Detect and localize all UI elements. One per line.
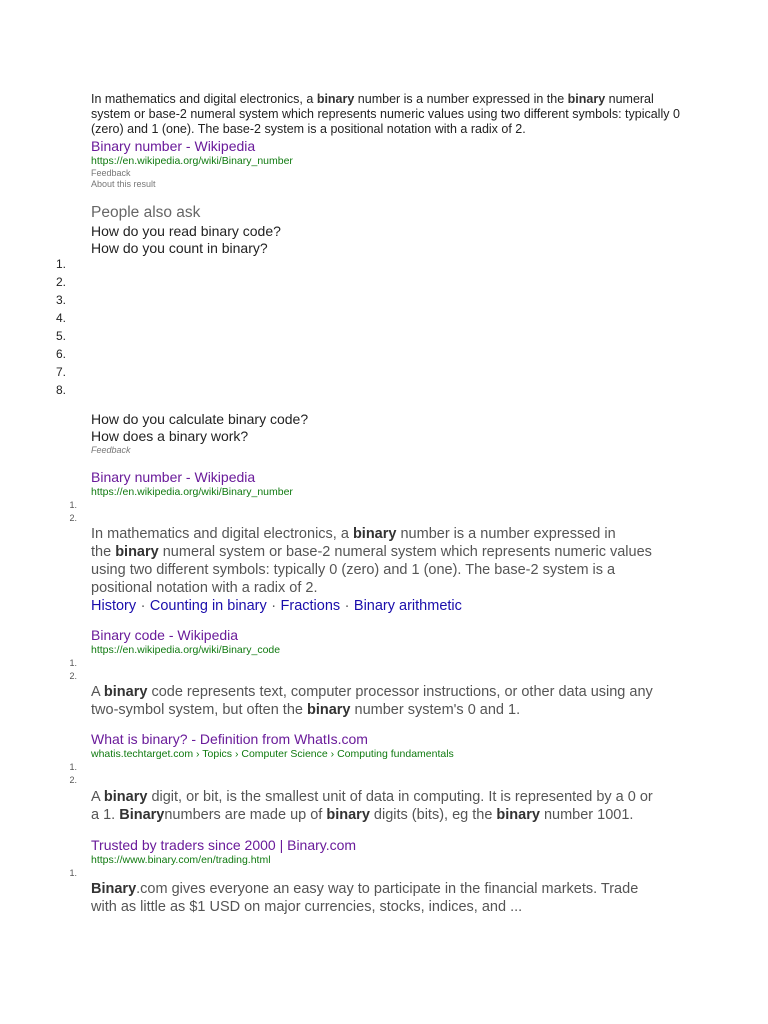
snippet-line: a 1. Binarynumbers are made up of binary digits (bits), eg the binary number 1001. — [91, 807, 634, 823]
about-result-link[interactable]: About this result — [91, 179, 156, 189]
result-url: https://en.wikipedia.org/wiki/Binary_code — [91, 644, 281, 656]
snippet-line: two-symbol system, but often the binary number system's 0 and 1. — [91, 702, 521, 718]
list-number: 1. — [55, 257, 66, 271]
list-number: 1. — [69, 500, 77, 510]
list-number: 3. — [55, 293, 66, 307]
snippet-line: Binary.com gives everyone an easy way to participate in the financial markets. Trade — [91, 881, 639, 897]
result-url: https://www.binary.com/en/trading.html — [91, 854, 271, 866]
result-snippet — [91, 683, 653, 719]
list-number: 2. — [69, 513, 77, 523]
list-number: 5. — [55, 329, 66, 343]
paa-question[interactable]: How does a binary work? — [91, 428, 249, 444]
snippet-line: A binary digit, or bit, is the smallest unit of data in computing. It is represented by a 0 or — [91, 789, 653, 805]
paa-question[interactable]: How do you read binary code? — [91, 223, 281, 239]
result-title-link[interactable]: What is binary? - Definition from WhatIs.com — [91, 731, 368, 747]
list-number: 1. — [69, 868, 77, 878]
list-number: 2. — [69, 775, 77, 785]
snippet-keyword: binary — [316, 92, 355, 106]
list-number: 1. — [69, 762, 77, 772]
snippet-text: In mathematics and digital electronics, a — [91, 92, 317, 106]
people-also-ask-heading: People also ask — [91, 204, 201, 221]
result-snippet — [91, 880, 638, 916]
snippet-line: positional notation with a radix of 2. — [91, 580, 318, 596]
result-title-link[interactable]: Binary number - Wikipedia — [91, 469, 256, 485]
result-snippet — [91, 525, 652, 597]
list-number: 2. — [69, 671, 77, 681]
featured-result-link[interactable]: Binary number - Wikipedia — [91, 138, 256, 154]
featured-snippet — [91, 92, 691, 137]
featured-result-url: https://en.wikipedia.org/wiki/Binary_number — [91, 155, 293, 167]
snippet-line: In mathematics and digital electronics, a binary number is a number expressed in — [91, 526, 616, 542]
paa-question[interactable]: How do you count in binary? — [91, 240, 268, 256]
list-number: 6. — [55, 347, 66, 361]
sitelink-fractions[interactable]: Fractions — [280, 598, 341, 614]
snippet-line: using two different symbols: typically 0 (zero) and 1 (one). The base-2 system is a — [91, 562, 616, 578]
list-number: 2. — [55, 275, 66, 289]
sitelinks: History · Counting in binary · Fractions · Binary arithmetic — [91, 598, 462, 614]
sitelink-counting[interactable]: Counting in binary — [149, 598, 267, 614]
result-title-link[interactable]: Trusted by traders since 2000 | Binary.com — [91, 837, 357, 853]
snippet-line: with as little as $1 USD on major currencies, stocks, indices, and ... — [91, 899, 523, 915]
result-url: https://en.wikipedia.org/wiki/Binary_number — [91, 486, 293, 498]
snippet-line: the binary numeral system or base-2 numeral system which represents numeric values — [91, 544, 652, 560]
snippet-line: A binary code represents text, computer processor instructions, or other data using any — [91, 684, 653, 700]
snippet-keyword: binary — [567, 92, 606, 106]
paa-question[interactable]: How do you calculate binary code? — [91, 411, 309, 427]
result-title-link[interactable]: Binary code - Wikipedia — [91, 627, 239, 643]
feedback-link[interactable]: Feedback — [91, 168, 131, 178]
result-snippet — [91, 788, 653, 824]
list-number: 8. — [55, 383, 66, 397]
snippet-text: numeral system or base-2 numeral system which represents numeric values using two different symbols: typically 0 (zero) and 1 (one). The base-2 system is a positional notation with a radix of 2. — [91, 92, 680, 136]
result-breadcrumb: whatis.techtarget.com › Topics › Computer Science › Computing fundamentals — [91, 748, 454, 760]
list-number: 4. — [55, 311, 66, 325]
sitelink-history[interactable]: History — [91, 598, 137, 614]
list-number: 7. — [55, 365, 66, 379]
snippet-text: number is a number expressed in the — [354, 92, 568, 106]
list-number: 1. — [69, 658, 77, 668]
paa-feedback-link[interactable]: Feedback — [91, 445, 131, 455]
sitelink-arithmetic[interactable]: Binary arithmetic — [353, 598, 462, 614]
